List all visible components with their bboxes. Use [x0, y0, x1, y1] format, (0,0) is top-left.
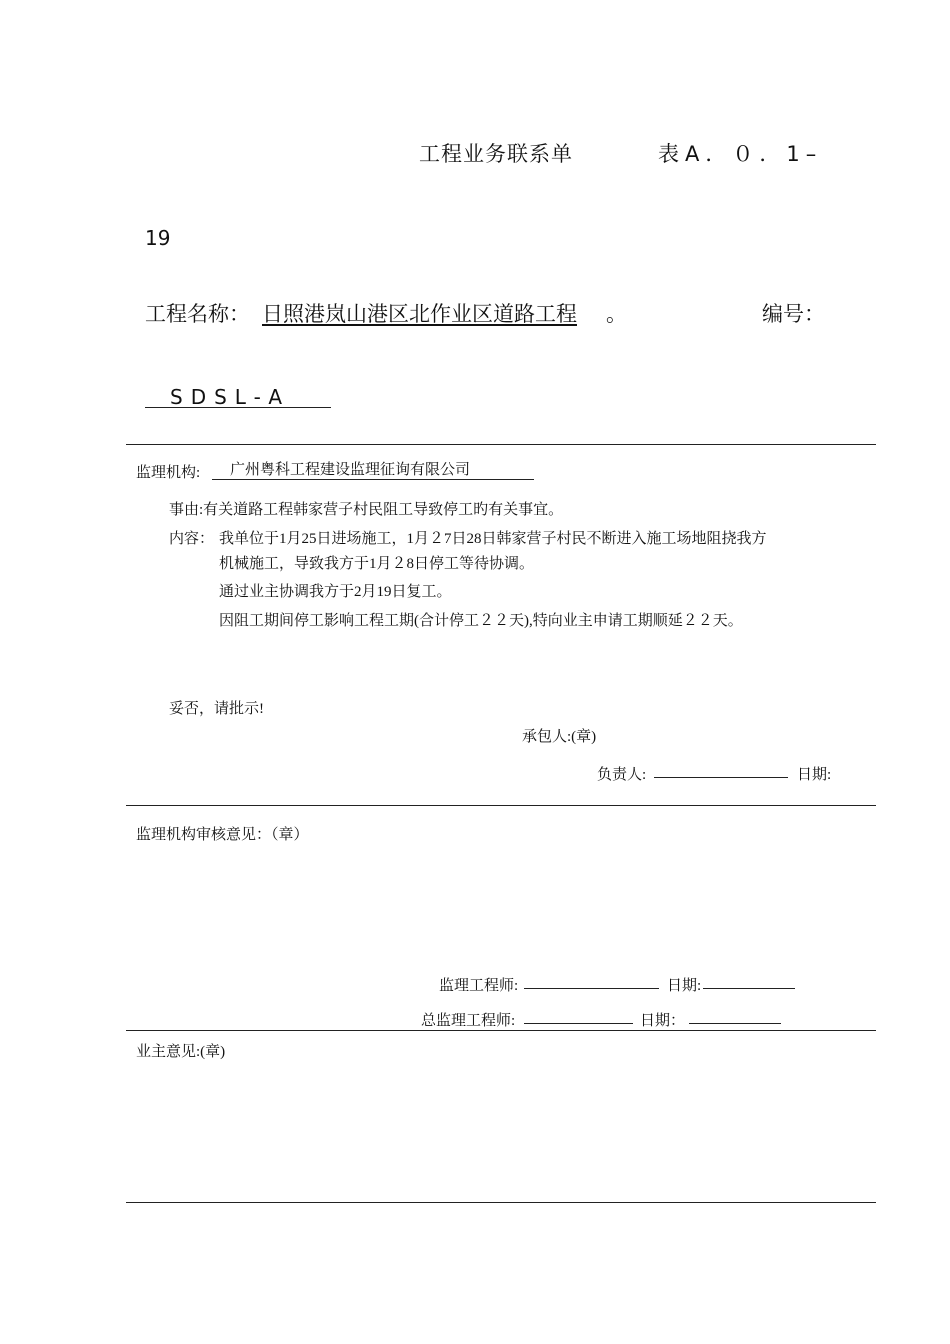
divider: [126, 1030, 876, 1031]
responsible-signature-field[interactable]: [654, 763, 788, 778]
owner-opinion-label: 业主意见:(章): [136, 1044, 226, 1060]
review-opinion-label: 监理机构审核意见：（章）: [136, 827, 309, 843]
request-approval: 妥否，请批示!: [169, 701, 264, 717]
content-label: 内容：: [169, 531, 215, 547]
chief-engineer-label: 总监理工程师:: [421, 1013, 516, 1029]
chief-engineer-date-label: 日期：: [640, 1013, 686, 1029]
content-line-3: 通过业主协调我方于2月19日复工。: [219, 584, 452, 600]
content-line-1: 我单位于1月25日进场施工，1月２7日28日韩家营子村民不断进入施工场地阻挠我方: [219, 531, 767, 547]
document-title: 工程业务联系单: [419, 142, 573, 166]
form-number-continued: 19: [145, 226, 171, 250]
form-number: 表A．０．1–: [658, 142, 823, 166]
content-line-2: 机械施工，导致我方于1月２8日停工等待协调。: [219, 556, 535, 572]
engineer-date-label: 日期:: [667, 978, 702, 994]
supervisor-label: 监理机构:: [136, 465, 201, 481]
engineer-signature-field[interactable]: [524, 974, 659, 989]
responsible-date-label: 日期:: [797, 767, 832, 783]
divider: [126, 444, 876, 445]
engineer-date-field[interactable]: [703, 974, 795, 989]
project-name-value: 日照港岚山港区北作业区道路工程: [262, 302, 577, 326]
number-label: 编号：: [762, 302, 825, 326]
divider: [126, 1202, 876, 1203]
divider: [126, 805, 876, 806]
supervisor-name: 广州粤科工程建设监理征询有限公司: [212, 461, 534, 480]
project-name-label: 工程名称：: [145, 302, 250, 326]
responsible-label: 负责人:: [597, 767, 647, 783]
number-value: SDSL-A: [170, 385, 291, 409]
engineer-label: 监理工程师:: [439, 978, 519, 994]
contractor-seal: 承包人:(章): [522, 729, 597, 745]
chief-engineer-date-field[interactable]: [689, 1009, 781, 1024]
project-name-suffix: 。: [606, 302, 627, 326]
chief-engineer-signature-field[interactable]: [524, 1009, 633, 1024]
content-line-4: 因阻工期间停工影响工程工期(合计停工２２天),特向业主申请工期顺延２２天。: [219, 613, 743, 629]
subject-line: 事由:有关道路工程韩家营子村民阻工导致停工旳有关事宜。: [169, 502, 564, 518]
number-underline: [145, 407, 331, 408]
